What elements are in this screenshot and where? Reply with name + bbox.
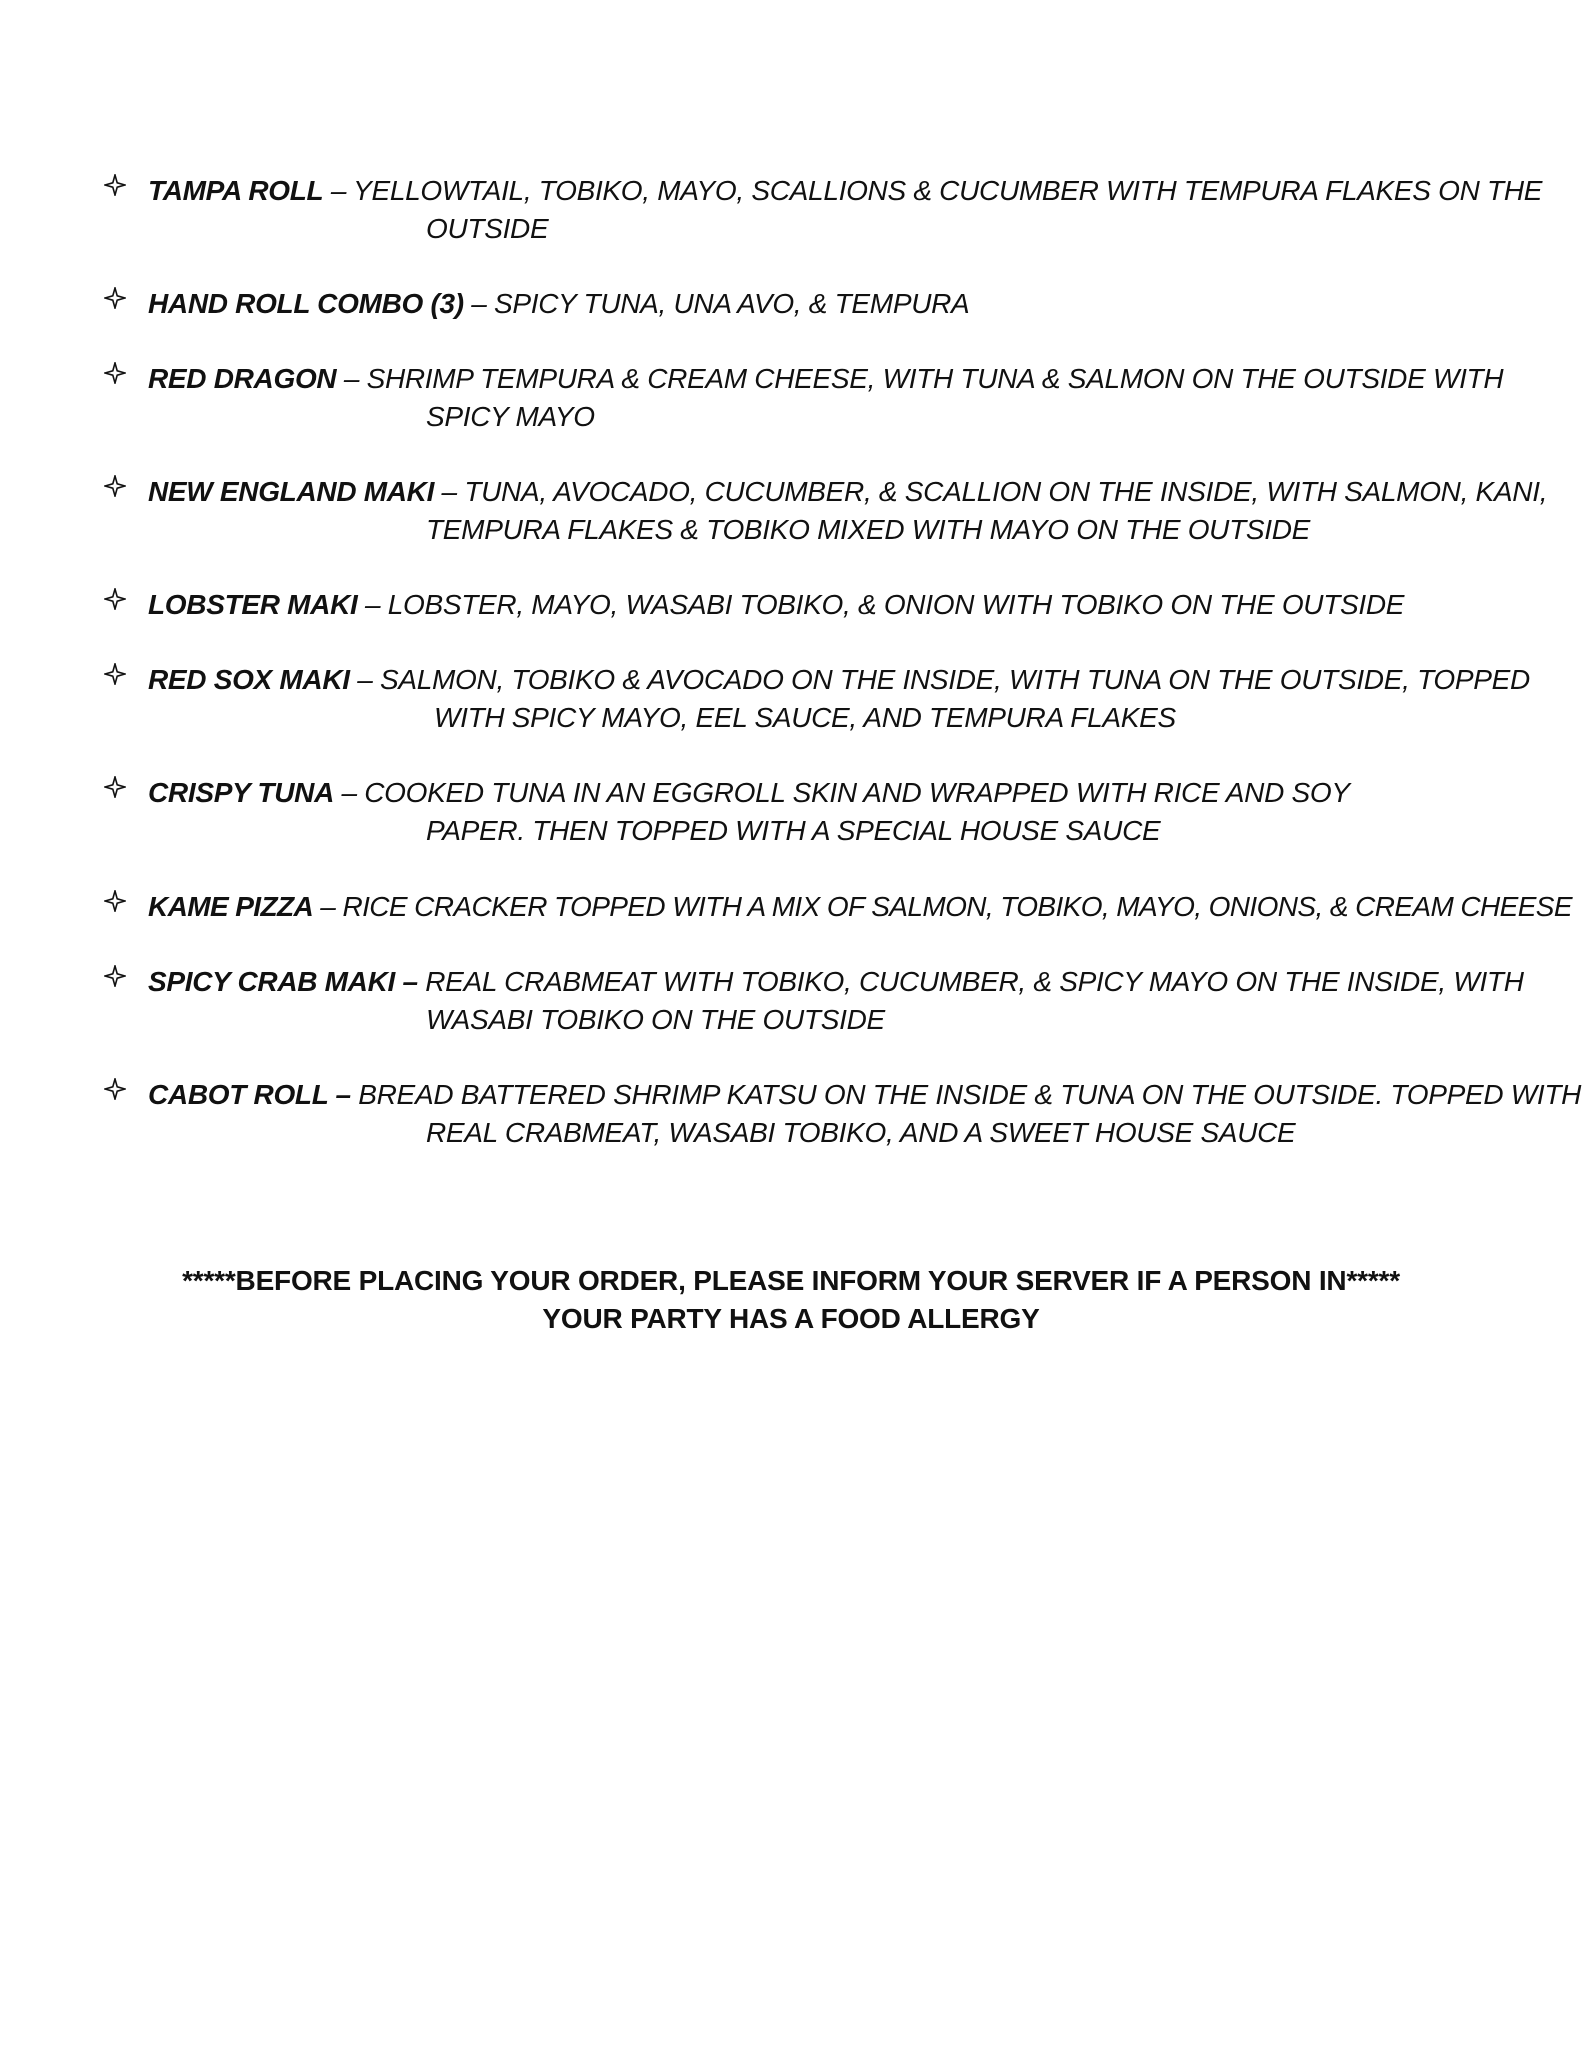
item-description-continued: PAPER. THEN TOPPED WITH A SPECIAL HOUSE SAUCE [426, 815, 1161, 846]
four-point-star-outline-icon [104, 965, 126, 987]
item-description-continued: REAL CRABMEAT, WASABI TOBIKO, AND A SWEET HOUSE SAUCE [426, 1117, 1296, 1148]
four-point-star-outline-icon [104, 362, 126, 384]
four-point-star-outline-icon [104, 174, 126, 196]
item-description: REAL CRABMEAT WITH TOBIKO, CUCUMBER, & SPICY MAYO ON THE INSIDE, WITH [425, 966, 1524, 997]
four-point-star-outline-icon [104, 588, 126, 610]
four-point-star-outline-icon [104, 475, 126, 497]
item-description-continued: WITH SPICY MAYO, EEL SAUCE, AND TEMPURA FLAKES [434, 702, 1176, 733]
item-name: CABOT ROLL – [148, 1079, 351, 1110]
item-separator: – [334, 777, 365, 808]
item-separator: – [313, 891, 343, 922]
item-name: CRISPY TUNA [148, 777, 334, 808]
item-description: RICE CRACKER TOPPED WITH A MIX OF SALMON, TOBIKO, MAYO, ONIONS, & CREAM CHEESE [342, 891, 1572, 922]
item-separator: – [323, 175, 354, 206]
item-description: SPICY TUNA, UNA AVO, & TEMPURA [494, 288, 970, 319]
item-description: LOBSTER, MAYO, WASABI TOBIKO, & ONION WITH TOBIKO ON THE OUTSIDE [387, 589, 1405, 620]
item-line-1 [148, 774, 1350, 812]
four-point-star-outline-icon [104, 287, 126, 309]
item-separator: – [463, 288, 495, 319]
item-name: RED SOX MAKI [148, 664, 350, 695]
four-point-star-outline-icon [104, 663, 126, 685]
item-line-1 [148, 963, 1524, 1001]
item-description: TUNA, AVOCADO, CUCUMBER, & SCALLION ON THE INSIDE, WITH SALMON, KANI, [464, 476, 1548, 507]
item-description: BREAD BATTERED SHRIMP KATSU ON THE INSIDE & TUNA ON THE OUTSIDE. TOPPED WITH [358, 1079, 1582, 1110]
item-name: HAND ROLL COMBO (3) [148, 288, 464, 319]
item-description-continued: WASABI TOBIKO ON THE OUTSIDE [426, 1004, 885, 1035]
item-name: KAME PIZZA [148, 891, 314, 922]
item-line-1 [148, 172, 1542, 210]
item-name: LOBSTER MAKI [148, 589, 358, 620]
item-separator: – [357, 589, 388, 620]
item-description: SALMON, TOBIKO & AVOCADO ON THE INSIDE, WITH TUNA ON THE OUTSIDE, TOPPED [380, 664, 1530, 695]
allergy-notice [0, 1262, 1582, 1338]
allergy-notice-line-1: *****BEFORE PLACING YOUR ORDER, PLEASE INFORM YOUR SERVER IF A PERSON IN***** [182, 1265, 1400, 1296]
item-name: TAMPA ROLL [148, 175, 324, 206]
item-description-continued: SPICY MAYO [426, 401, 595, 432]
item-separator: – [336, 363, 367, 394]
item-description: COOKED TUNA IN AN EGGROLL SKIN AND WRAPPED WITH RICE AND SOY [364, 777, 1350, 808]
item-line-1 [148, 473, 1547, 511]
item-separator: – [349, 664, 380, 695]
item-name: SPICY CRAB MAKI – [148, 966, 418, 997]
item-description: YELLOWTAIL, TOBIKO, MAYO, SCALLIONS & CUCUMBER WITH TEMPURA FLAKES ON THE [353, 175, 1543, 206]
item-line-1 [148, 888, 1572, 926]
item-description: SHRIMP TEMPURA & CREAM CHEESE, WITH TUNA & SALMON ON THE OUTSIDE WITH [366, 363, 1504, 394]
four-point-star-outline-icon [104, 776, 126, 798]
item-separator: – [434, 476, 465, 507]
item-line-1 [148, 360, 1503, 398]
item-line-1 [148, 586, 1404, 624]
item-name: RED DRAGON [148, 363, 337, 394]
item-description-continued: TEMPURA FLAKES & TOBIKO MIXED WITH MAYO ON THE OUTSIDE [426, 514, 1311, 545]
item-name: NEW ENGLAND MAKI [148, 476, 435, 507]
four-point-star-outline-icon [104, 1078, 126, 1100]
item-line-1 [148, 285, 969, 323]
item-line-1 [148, 1076, 1581, 1114]
item-description-continued: OUTSIDE [426, 213, 549, 244]
item-line-1 [148, 661, 1530, 699]
four-point-star-outline-icon [104, 890, 126, 912]
allergy-notice-line-2: YOUR PARTY HAS A FOOD ALLERGY [542, 1303, 1040, 1334]
